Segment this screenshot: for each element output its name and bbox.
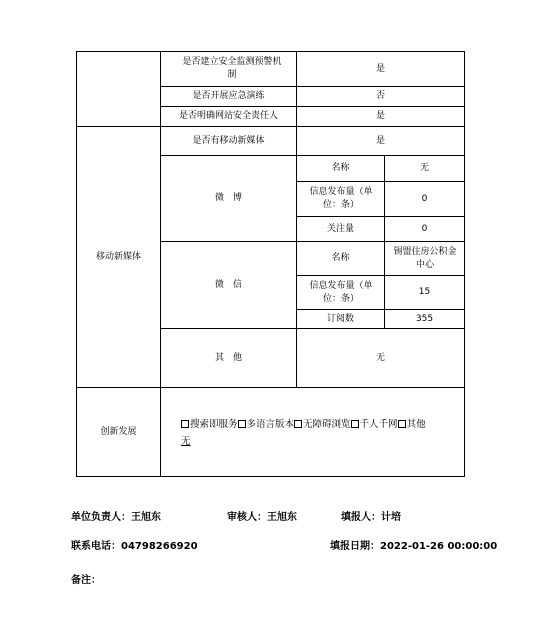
responsible-value: 是 [375, 111, 385, 121]
has-mobile-media-label: 是否有移动新媒体 [192, 135, 265, 146]
drill-label: 是否开展应急演练 [192, 91, 265, 101]
weibo-label: 微 博 [214, 193, 242, 203]
checkbox-icon[interactable] [351, 420, 359, 428]
innovation-option[interactable]: 无障碍浏览 [294, 419, 351, 430]
responsible-label: 是否明确网站安全责任人 [178, 111, 278, 121]
innovation-option[interactable]: 千人千网 [351, 419, 398, 430]
monitoring-value: 是 [375, 63, 385, 74]
wechat-subscribers-value: 355 [415, 313, 434, 324]
weibo-posts-label: 信息发布量（单位：条） [309, 187, 373, 210]
innovation-option[interactable]: 多语言版本 [238, 419, 295, 430]
other-value: 无 [375, 352, 385, 363]
innovation-label: 创新发展 [100, 426, 137, 437]
table-rule [76, 476, 465, 477]
wechat-subscribers-label: 订阅数 [326, 313, 354, 324]
innovation-options [181, 416, 463, 450]
checkbox-icon[interactable] [398, 420, 406, 428]
unit-head: 单位负责人：王旭东 [71, 512, 161, 523]
monitoring-label: 是否建立安全监测预警机制 [182, 57, 282, 80]
wechat-label: 微 信 [214, 279, 242, 290]
mobile-media-section-label: 移动新媒体 [95, 251, 141, 262]
wechat-posts-value: 15 [418, 287, 431, 297]
weibo-name-label: 名称 [331, 163, 350, 173]
contact-phone: 联系电话：04798266920 [71, 541, 198, 552]
weibo-posts-value: 0 [421, 193, 428, 204]
wechat-name-value: 锡盟住房公积金中心 [393, 246, 457, 270]
wechat-name-label: 名称 [331, 253, 350, 263]
innovation-option[interactable]: 其他 [398, 419, 426, 430]
checkbox-icon[interactable] [294, 420, 302, 428]
innovation-option[interactable]: 搜索即服务 [181, 419, 238, 430]
other-label: 其 他 [214, 352, 242, 363]
fill-date: 填报日期：2022-01-26 00:00:00 [330, 541, 498, 552]
weibo-followers-value: 0 [421, 223, 428, 234]
reviewer: 审核人：王旭东 [227, 512, 297, 523]
remark: 备注： [71, 575, 101, 586]
filler: 填报人：计培 [341, 512, 401, 523]
weibo-followers-label: 关注量 [326, 223, 354, 234]
innovation-extra: 无 [181, 436, 191, 447]
checkbox-icon[interactable] [238, 420, 246, 428]
drill-value: 否 [375, 91, 385, 101]
weibo-name-value: 无 [419, 163, 429, 173]
table-rule [464, 51, 465, 477]
wechat-posts-label: 信息发布量（单位：条） [309, 280, 373, 304]
checkbox-icon[interactable] [181, 420, 189, 428]
has-mobile-media-value: 是 [375, 135, 385, 146]
